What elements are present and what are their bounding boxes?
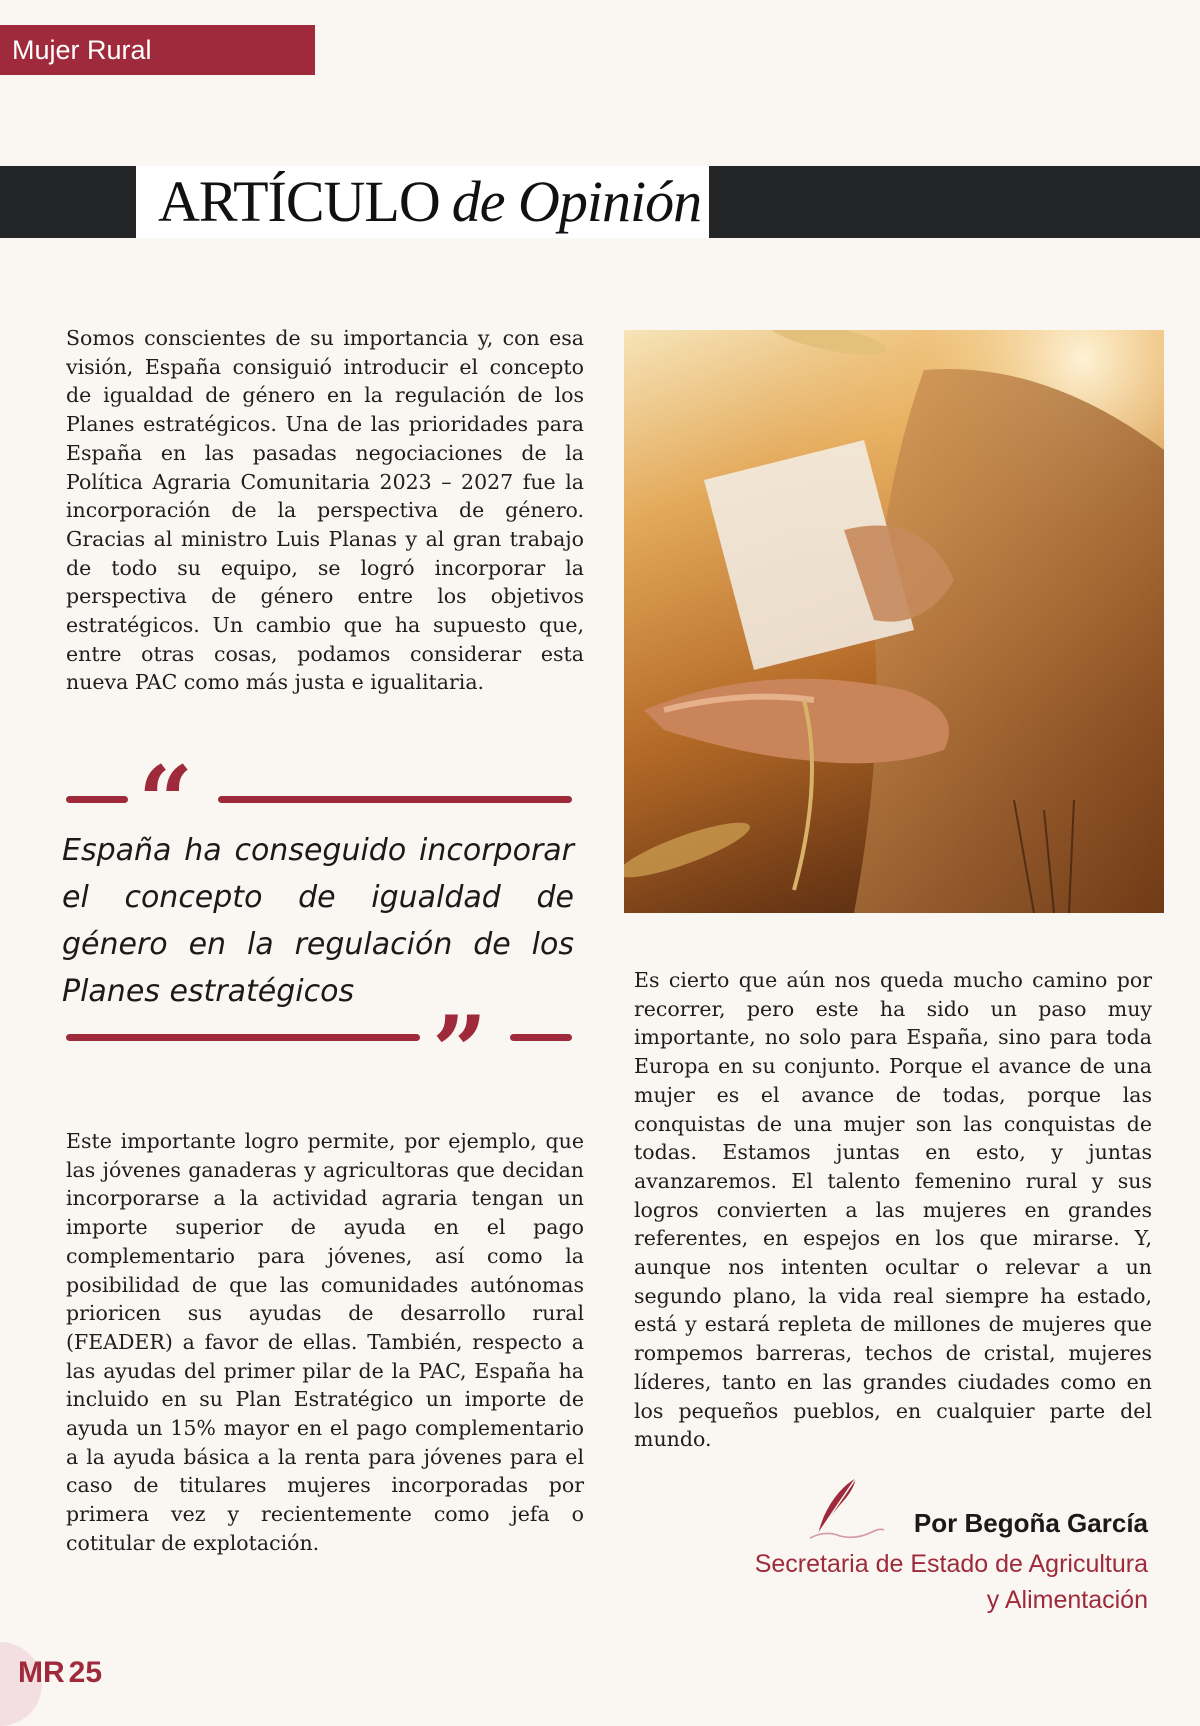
author-role-line-2: y Alimentación xyxy=(986,1586,1148,1614)
quote-rule-bottom-left xyxy=(66,1034,420,1041)
wheat-photo xyxy=(624,330,1164,913)
paragraph-2: Este importante logro permite, por ejemplo, que las jóvenes ganaderas y agricultoras que decidan incorporarse a la actividad agraria tengan un importe superior de ayuda en el pago complementario para jóvenes, así como la posibilidad de que las comunidades autónomas prioricen sus ayudas de desarrollo rural (FEADER) a favor de ellas. También, respecto a las ayudas del primer pilar de la PAC, España ha incluido en su Plan Estratégico un importe de ayuda un 15% mayor en el pago complementario a la ayuda básica a la renta para jóvenes para el caso de titulares mujeres incorporadas por primera vez y recientemente como jefa o cotitular de explotación. xyxy=(66,1129,584,1555)
quote-rule-top-left xyxy=(66,796,128,803)
header-band-left xyxy=(0,166,136,238)
page-footer xyxy=(18,1656,102,1690)
header-band-right xyxy=(709,166,1200,238)
page-number: 25 xyxy=(68,1656,103,1689)
title-main: ARTÍCULO xyxy=(158,169,440,234)
quill-icon xyxy=(806,1476,886,1542)
author-name: Por Begoña García xyxy=(913,1508,1148,1538)
paragraph-1: Somos conscientes de su importancia y, con esa visión, España consiguió introducir el concepto de igualdad de género en la regulación de los Planes estratégicos. Una de las prioridades para España en las pasadas negociaciones de la Política Agraria Comunitaria 2023 – 2027 fue la incorporación de la perspectiva de género. Gracias al ministro Luis Planas y al gran trabajo de todo su equipo, se logró incorporar la perspectiva de género entre los objetivos estratégicos. Un cambio que ha supuesto que, entre otras cosas, podamos considerar esta nueva PAC como más justa e igualitaria. xyxy=(66,326,584,695)
footer-brand: MR xyxy=(18,1656,65,1689)
article-title xyxy=(136,166,709,238)
close-quote-icon: ” xyxy=(432,995,488,1108)
pull-quote: España ha conseguido incorporar el concepto de igualdad de género en la regulación de los Planes estratégicos xyxy=(62,833,574,1009)
paragraph-3: Es cierto que aún nos queda mucho camino por recorrer, pero este ha sido un paso muy importante, no solo para España, sino para toda Europa en su conjunto. Porque el avance de una mujer es el avance de todas, porque las conquistas de una mujer son las conquistas de todas. Estamos juntas en esto, y juntas avanzaremos. El talento femenino rural y sus logros convierten a las mujeres en grandes referentes, en espejos en los que mirarse. Y, aunque nos intenten ocultar o relevar a un segundo plano, la vida real siempre ha estado, está y estará repleta de millones de mujeres que rompemos barreras, techos de cristal, mujeres líderes, tanto en las grandes ciudades como en los pequeños pueblos, en cualquier parte del mundo. xyxy=(634,968,1152,1452)
quote-rule-bottom-right xyxy=(510,1034,572,1041)
title-italic: de Opinión xyxy=(451,169,702,234)
quote-rule-top-right xyxy=(218,796,572,803)
wheat-photo-illustration xyxy=(624,330,1164,913)
section-tag: Mujer Rural xyxy=(0,25,315,75)
open-quote-icon: “ xyxy=(138,745,194,858)
author-role-line-1: Secretaria de Estado de Agricultura xyxy=(754,1550,1148,1578)
author-role xyxy=(728,1546,1148,1618)
